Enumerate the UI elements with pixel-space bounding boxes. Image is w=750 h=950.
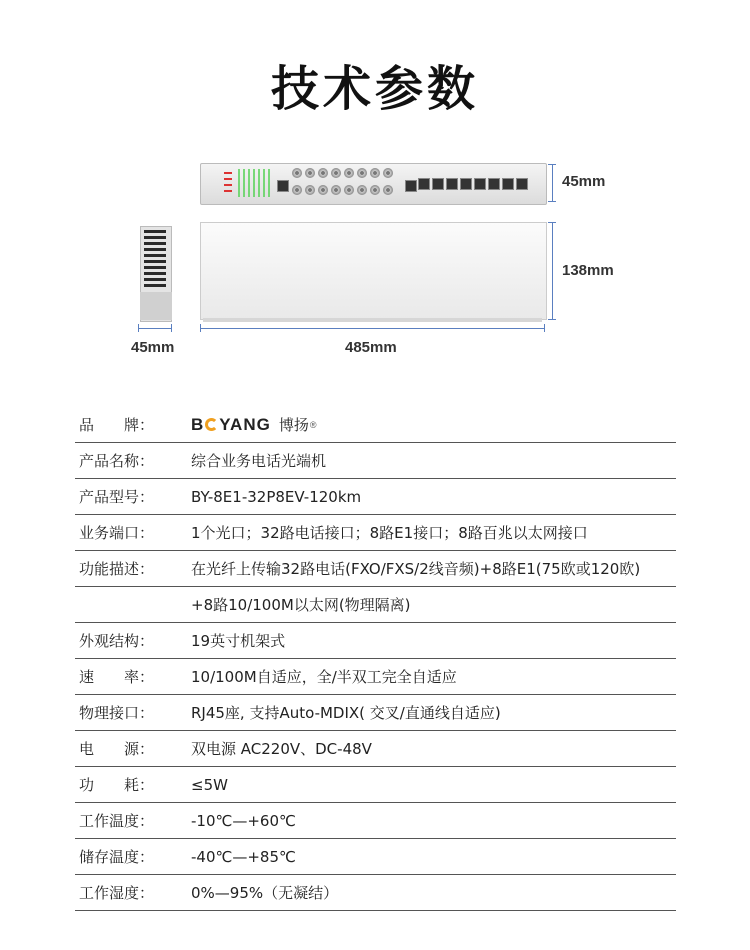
spec-row (75, 587, 676, 623)
spec-value: 19英寸机架式 (191, 632, 286, 650)
status-leds-red (224, 172, 232, 196)
dim-label-front-height: 45mm (562, 173, 606, 190)
brand-en-prefix: B (191, 414, 205, 434)
bnc-row-bottom (292, 185, 393, 195)
spec-row (75, 659, 676, 695)
spec-row (75, 767, 676, 803)
brand-logo (191, 414, 676, 435)
spec-value: ≤5W (191, 775, 228, 794)
brand-en-suffix: YANG (219, 414, 271, 434)
dim-line-side-width (138, 328, 172, 329)
dim-tick (200, 324, 201, 332)
dim-tick (548, 164, 556, 165)
bnc-row-top (292, 168, 393, 178)
dim-label-depth: 138mm (562, 262, 614, 279)
dim-tick (544, 324, 545, 332)
ethernet-ports (418, 178, 528, 190)
spec-label: 速 率： (79, 668, 155, 686)
spec-label: 储存温度： (79, 848, 155, 866)
spec-row (75, 803, 676, 839)
dim-tick (548, 319, 556, 320)
spec-value: 在光纤上传输32路电话(FXO/FXS/2线音频)+8路E1(75欧或120欧) (191, 560, 641, 578)
spec-value: 综合业务电话光端机 (191, 452, 327, 470)
spec-value: -40℃—+85℃ (191, 847, 296, 866)
dim-label-side-width: 45mm (131, 339, 175, 356)
side-vent (144, 230, 166, 288)
page-title: 技术参数 (270, 61, 479, 117)
spec-label: 外观结构： (79, 632, 155, 650)
spec-row (75, 875, 676, 911)
brand-registered-mark: ® (309, 419, 317, 430)
dim-tick (171, 324, 172, 332)
spec-label: 品 牌： (79, 416, 155, 434)
phone-port (405, 180, 417, 192)
dim-tick (548, 222, 556, 223)
dim-line-front-height (552, 164, 553, 202)
spec-value: RJ45座, 支持Auto-MDIX( 交叉/直通线自适应) (191, 704, 501, 722)
dim-line-depth (552, 222, 553, 320)
spec-value: +8路10/100M以太网(物理隔离) (191, 596, 411, 614)
status-leds-green (238, 169, 272, 197)
spec-label: 工作温度： (79, 812, 155, 830)
spec-value: 双电源 AC220V、DC-48V (191, 740, 372, 758)
spec-row (75, 515, 676, 551)
spec-value: 10/100M自适应，全/半双工完全自适应 (191, 668, 457, 686)
spec-label: 功 耗： (79, 776, 155, 794)
spec-label: 物理接口： (79, 704, 155, 722)
spec-label: 功能描述： (79, 560, 155, 578)
spec-row (75, 479, 676, 515)
spec-row (75, 695, 676, 731)
spec-label: 产品型号： (79, 488, 155, 506)
spec-label: 工作湿度： (79, 884, 155, 902)
spec-value: 0%—95%（无凝结） (191, 884, 339, 902)
device-top-view (200, 222, 547, 320)
spec-row (75, 551, 676, 587)
dim-tick (548, 201, 556, 202)
rack-ear (140, 292, 172, 320)
optical-port (277, 180, 289, 192)
spec-value: -10℃—+60℃ (191, 811, 296, 830)
spec-label: 业务端口： (79, 524, 155, 542)
spec-row-brand (75, 407, 676, 443)
device-top-lip (203, 318, 542, 322)
spec-row (75, 839, 676, 875)
brand-o-icon (205, 418, 218, 431)
spec-label: 电 源： (79, 740, 155, 758)
dim-label-width: 485mm (345, 339, 397, 356)
spec-label: 产品名称： (79, 452, 155, 470)
spec-row (75, 443, 676, 479)
spec-value: BY-8E1-32P8EV-120km (191, 487, 362, 506)
dim-line-width (200, 328, 545, 329)
brand-cn: 博扬 (278, 417, 309, 434)
dim-tick (138, 324, 139, 332)
spec-row (75, 731, 676, 767)
spec-table (75, 407, 676, 911)
spec-row (75, 623, 676, 659)
spec-value: 1个光口；32路电话接口；8路E1接口；8路百兆以太网接口 (191, 524, 588, 542)
